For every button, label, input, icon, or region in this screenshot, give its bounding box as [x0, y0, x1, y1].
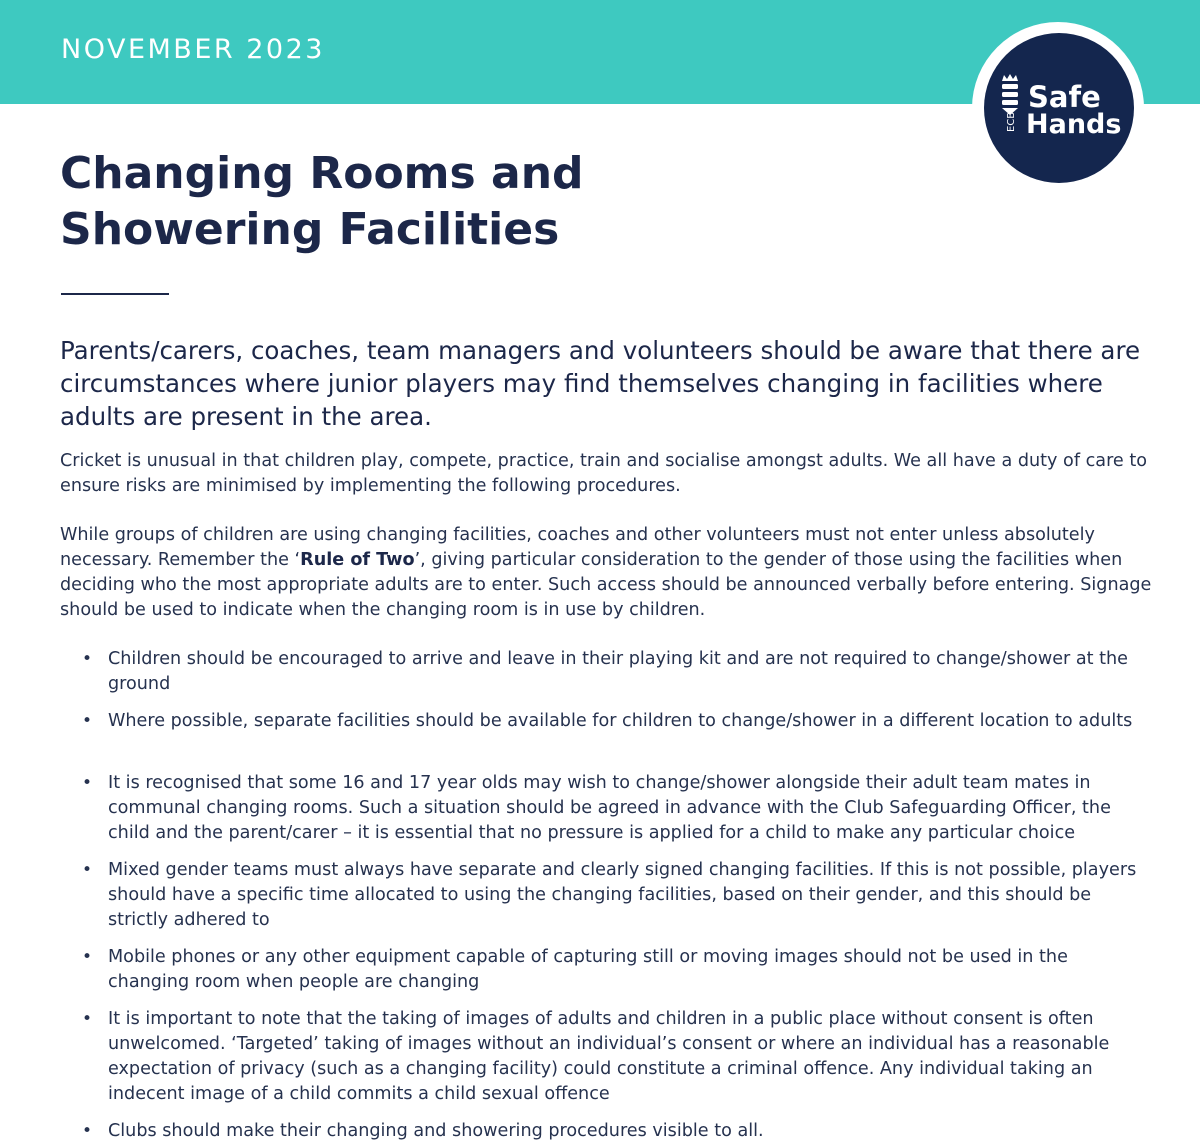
paragraph-duty-of-care: Cricket is unusual in that children play, compete, practice, train and socialise amongst adults. We all have a duty of care to ensure risks are minimised by implementing the following procedures.	[60, 451, 1147, 496]
bullet-marker: •	[82, 773, 93, 793]
list-item-text: Mobile phones or any other equipment capable of capturing still or moving images should not be used in the changing room when people are changing	[108, 947, 1068, 992]
bullet-marker: •	[82, 1121, 93, 1140]
list-item-text: It is important to note that the taking of images of adults and children in a public place without consent is often unwelcomed. ‘Targeted’ taking of images without an individual’s consent or where an individual has a reasonable expectation of privacy (such as a changing facility) could constitute a criminal offence. Any individual taking an indecent image of a child commits a child sexual offence	[108, 1009, 1110, 1104]
bullet-marker: •	[82, 711, 93, 731]
title-divider	[61, 293, 169, 295]
bullet-marker: •	[82, 649, 93, 669]
safe-hands-logo	[984, 33, 1134, 183]
list-item-text: Children should be encouraged to arrive and leave in their playing kit and are not required to change/shower at the ground	[108, 649, 1128, 694]
page-title-line-1: Changing Rooms and	[60, 148, 584, 199]
bullet-marker: •	[82, 860, 93, 880]
rule-of-two-emphasis: Rule of Two	[300, 550, 415, 570]
page-title	[60, 146, 860, 258]
svg-text:ECB: ECB	[1006, 111, 1017, 132]
svg-text:Hands: Hands	[1026, 109, 1122, 140]
rule-of-two-after: ’, giving particular consideration to the gender of those using the facilities when deciding who the most appropriate adults are to enter. Such access should be announced verbally before entering. Signage should be used to indicate when the changing room is in use by children.	[60, 550, 1152, 620]
list-item-text: Where possible, separate facilities should be available for children to change/shower in a different location to adults	[108, 711, 1133, 731]
list-item-text: Mixed gender teams must always have separate and clearly signed changing facilities. If this is not possible, players should have a specific time allocated to using the changing facilities, based on their gender, and this should be strictly adhered to	[108, 860, 1137, 930]
intro-lead: Parents/carers, coaches, team managers and volunteers should be aware that there are circumstances where junior players may find themselves changing in facilities where adults are present in the area.	[60, 336, 1141, 431]
page-title-line-2: Showering Facilities	[60, 204, 560, 255]
bullet-marker: •	[82, 947, 93, 967]
rule-of-two-before: While groups of children are using changing facilities, coaches and other volunteers must not enter unless absolutely necessary. Remember the ‘	[60, 525, 1095, 570]
svg-text:Safe: Safe	[1028, 80, 1101, 114]
bullet-marker: •	[82, 1009, 93, 1029]
list-item-text: Clubs should make their changing and showering procedures visible to all.	[108, 1121, 764, 1140]
issue-date: NOVEMBER 2023	[61, 34, 325, 65]
paragraph-rule-of-two	[60, 523, 1170, 623]
list-item-text: It is recognised that some 16 and 17 year olds may wish to change/shower alongside their adult team mates in communal changing rooms. Such a situation should be agreed in advance with the Club Safeguarding Officer, the child and the parent/carer – it is essential that no pressure is applied for a child to make any particular choice	[108, 773, 1111, 843]
ecb-three-lions-crest-icon	[984, 33, 1134, 183]
